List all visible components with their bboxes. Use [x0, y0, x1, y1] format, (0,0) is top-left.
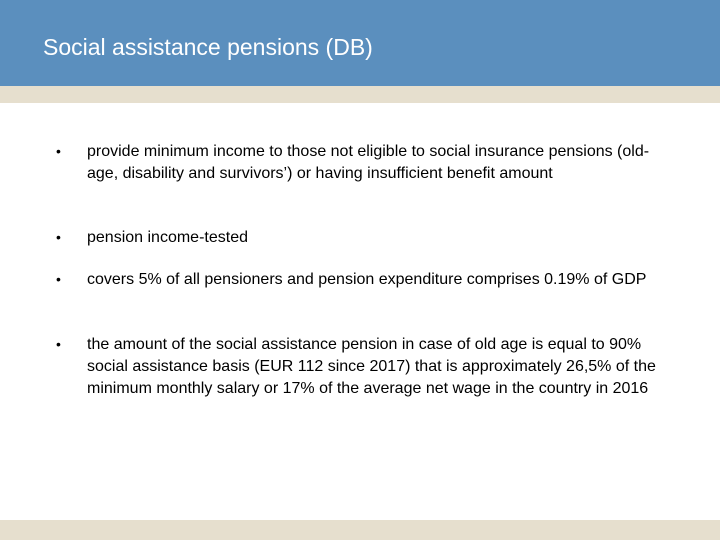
bullet-text: pension income-tested [87, 229, 248, 246]
bullet-icon: • [56, 229, 61, 245]
slide-title: Social assistance pensions (DB) [43, 34, 373, 60]
header-accent-stripe [0, 86, 720, 103]
bullet-text: provide minimum income to those not eligible to social insurance pensions (old-age, disability and survivors’) or having insufficient benefit amount [87, 143, 650, 182]
bullet-text: the amount of the social assistance pension in case of old age is equal to 90% social assistance basis (EUR 112 since 2017) that is approximately 26,5% of the minimum monthly salary or 17% of the average net wage in the country in 2016 [87, 336, 656, 397]
title-banner [0, 0, 720, 86]
bullet-icon: • [56, 143, 61, 159]
bullet-icon: • [56, 336, 61, 352]
bullet-item-pension-amount [56, 334, 656, 400]
bullet-icon: • [56, 271, 61, 287]
bullet-text: covers 5% of all pensioners and pension expenditure comprises 0.19% of GDP [87, 271, 647, 288]
bullet-item-coverage [56, 269, 656, 291]
footer-accent-stripe [0, 520, 720, 540]
bullet-item-minimum-income [56, 141, 656, 185]
bullet-item-income-tested [56, 227, 656, 249]
